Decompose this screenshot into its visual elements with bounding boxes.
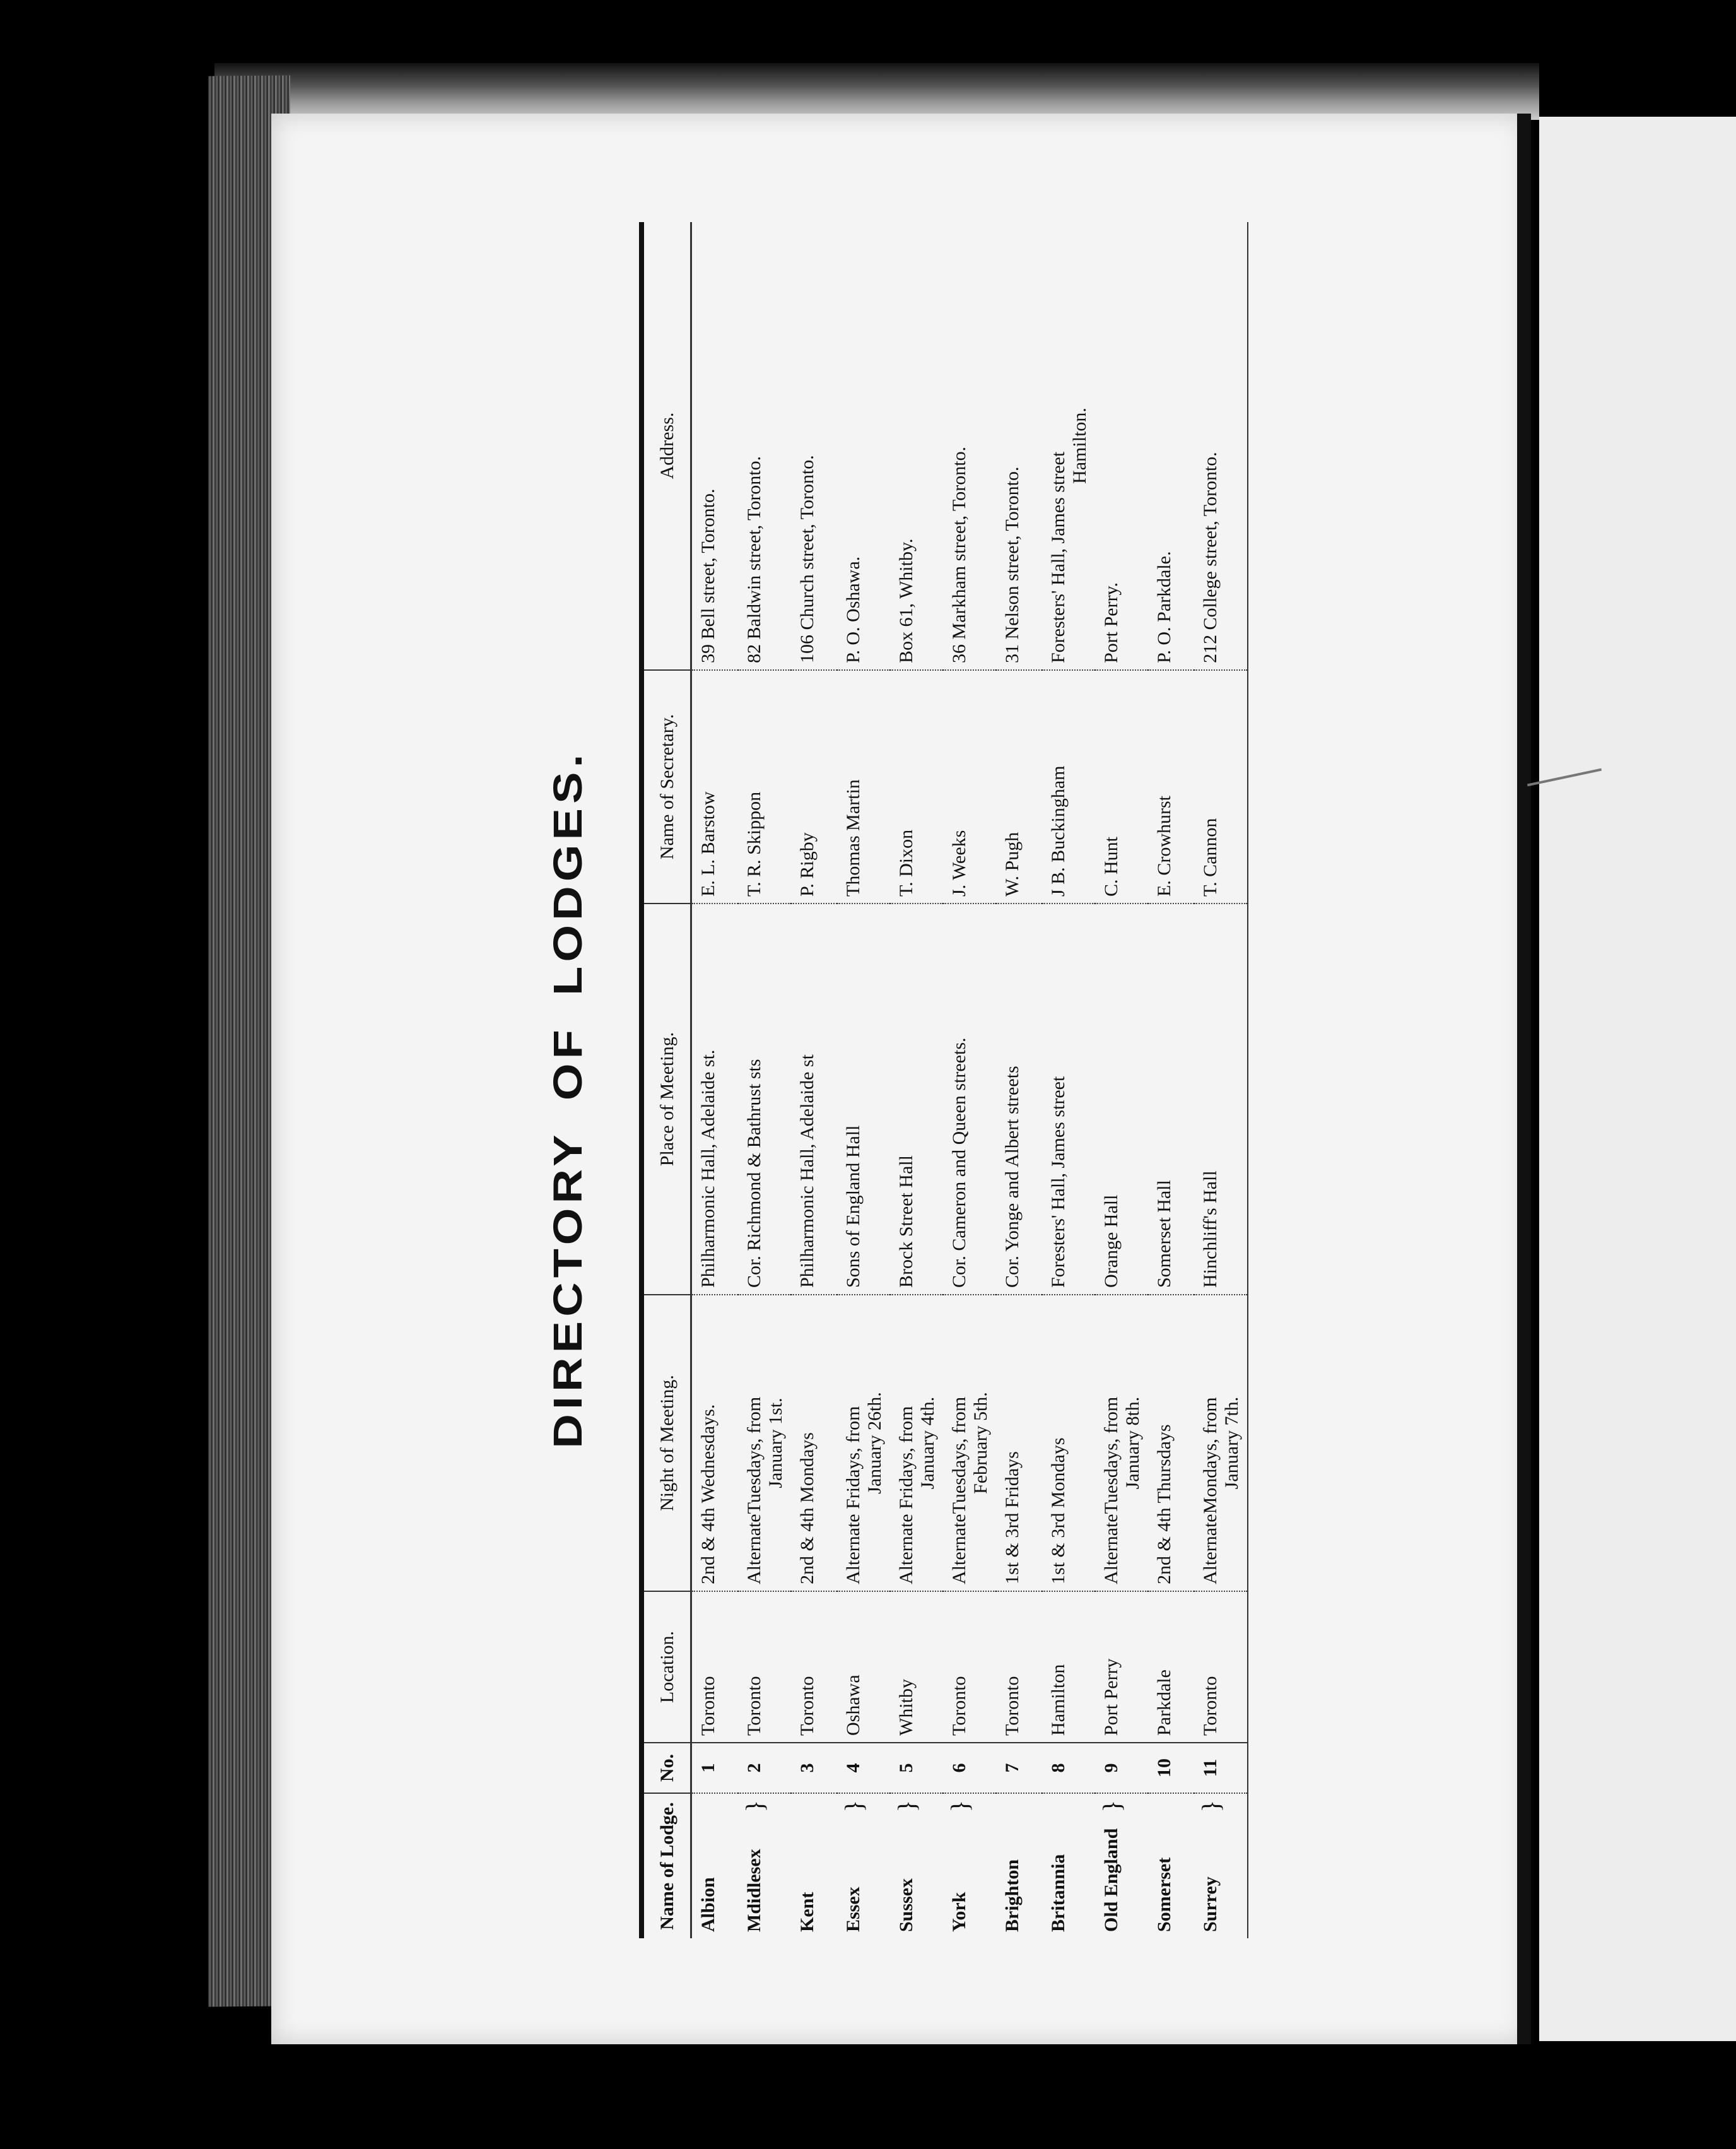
- lodge-number: 3: [791, 1743, 837, 1793]
- lodge-name: Old England: [1100, 1828, 1122, 1932]
- meeting-place: Orange Hall: [1095, 904, 1148, 1295]
- meeting-night: 1st & 3rd Fridays: [1001, 1451, 1023, 1584]
- meeting-night: 2nd & 4th Wednesdays.: [697, 1404, 718, 1584]
- meeting-night: Alternate Fridays, from: [895, 1406, 917, 1584]
- lodge-name: Somerset: [1153, 1857, 1175, 1932]
- table-row: [1194, 222, 1248, 1938]
- meeting-night-cell: [1148, 1295, 1194, 1591]
- lodge-number: 10: [1148, 1743, 1194, 1793]
- address-cell: [1194, 222, 1248, 670]
- meeting-night-start: January 1st.: [765, 1398, 786, 1488]
- lodge-location: Whitby: [890, 1591, 943, 1743]
- column-header-place: Place of Meeting.: [642, 904, 691, 1295]
- address-line: Foresters' Hall, James street: [1047, 451, 1069, 663]
- secretary-name: E. Crowhurst: [1148, 670, 1194, 904]
- table-row: [691, 222, 738, 1938]
- meeting-place: Philharmonic Hall, Adelaide st.: [691, 904, 738, 1295]
- meeting-night-cell: [791, 1295, 837, 1591]
- brace-mark: }: [892, 1800, 921, 1813]
- secretary-name: C. Hunt: [1095, 670, 1148, 904]
- lodge-location: Toronto: [1194, 1591, 1248, 1743]
- lodge-name-cell: [791, 1793, 837, 1938]
- address-line-2: Hamilton.: [1069, 408, 1090, 484]
- secretary-name: E. L. Barstow: [691, 670, 738, 904]
- table-row: [791, 222, 837, 1938]
- meeting-night: 1st & 3rd Mondays: [1047, 1437, 1069, 1584]
- book-top-edge: [214, 63, 1539, 120]
- column-header-address: Address.: [642, 222, 691, 670]
- meeting-night-start: February 5th.: [970, 1392, 991, 1494]
- brace-mark: }: [945, 1800, 974, 1813]
- meeting-night: 2nd & 4th Mondays: [796, 1432, 818, 1584]
- lodge-location: Toronto: [943, 1591, 996, 1743]
- meeting-night: AlternateTuesdays, from: [743, 1396, 765, 1584]
- meeting-place: Somerset Hall: [1148, 904, 1194, 1295]
- address-cell: [1095, 222, 1148, 670]
- meeting-place: Cor. Yonge and Albert streets: [996, 904, 1042, 1295]
- meeting-night: AlternateTuesdays, from: [1100, 1396, 1122, 1584]
- address-cell: [996, 222, 1042, 670]
- meeting-place: Sons of England Hall: [837, 904, 890, 1295]
- meeting-night: Alternate Fridays, from: [842, 1406, 864, 1584]
- secretary-name: Thomas Martin: [837, 670, 890, 904]
- meeting-place: Hinchliff's Hall: [1194, 904, 1248, 1295]
- meeting-night-cell: [943, 1295, 996, 1591]
- meeting-night-cell: [1042, 1295, 1095, 1591]
- secretary-name: T. R. Skippon: [738, 670, 791, 904]
- facing-page: [1539, 117, 1736, 2041]
- lodge-number: 11: [1194, 1743, 1248, 1793]
- secretary-name: J. Weeks: [943, 670, 996, 904]
- lodge-name-cell: [691, 1793, 738, 1938]
- lodge-name: Sussex: [895, 1878, 917, 1932]
- lodge-name: York: [948, 1892, 970, 1932]
- page-title: [544, 49, 591, 2149]
- meeting-night-start: January 7th.: [1221, 1396, 1242, 1490]
- address-cell: [890, 222, 943, 670]
- lodge-location: Toronto: [691, 1591, 738, 1743]
- column-header-night: Night of Meeting.: [642, 1295, 691, 1591]
- lodge-number: 9: [1095, 1743, 1148, 1793]
- table-row: [1148, 222, 1194, 1938]
- lodge-name: Surrey: [1199, 1876, 1221, 1932]
- meeting-night-cell: [1095, 1295, 1148, 1591]
- lodge-name-cell: [1042, 1793, 1095, 1938]
- lodge-directory-table: [639, 222, 1248, 1938]
- lodge-name: Britannia: [1047, 1854, 1069, 1932]
- secretary-name: P. Rigby: [791, 670, 837, 904]
- address-cell: [1148, 222, 1194, 670]
- column-header-location: Location.: [642, 1591, 691, 1743]
- lodge-name-cell: [943, 1793, 996, 1938]
- secretary-name: W. Pugh: [996, 670, 1042, 904]
- column-header-name: Name of Lodge.: [642, 1793, 691, 1938]
- address-cell: [1042, 222, 1095, 670]
- lodge-number: 7: [996, 1743, 1042, 1793]
- meeting-night-cell: [996, 1295, 1042, 1591]
- address-cell: [943, 222, 996, 670]
- lodge-location: Toronto: [791, 1591, 837, 1743]
- meeting-place: Foresters' Hall, James street: [1042, 904, 1095, 1295]
- brace-mark: }: [740, 1800, 769, 1813]
- lodge-number: 2: [738, 1743, 791, 1793]
- address-line: P. O. Parkdale.: [1153, 551, 1175, 663]
- brace-mark: }: [839, 1800, 868, 1813]
- title-word: DIRECTORY: [545, 1130, 590, 1449]
- address-line: 39 Bell street, Toronto.: [697, 488, 718, 663]
- secretary-name: T. Dixon: [890, 670, 943, 904]
- lodge-location: Hamilton: [1042, 1591, 1095, 1743]
- address-line: 82 Baldwin street, Toronto.: [743, 456, 765, 663]
- address-line: 212 College street, Toronto.: [1199, 452, 1221, 663]
- meeting-night-start: January 26th.: [864, 1392, 885, 1494]
- brace-mark: }: [1097, 1800, 1126, 1813]
- address-cell: [791, 222, 837, 670]
- meeting-night: 2nd & 4th Thursdays: [1153, 1424, 1175, 1584]
- lodge-number: 6: [943, 1743, 996, 1793]
- lodge-location: Oshawa: [837, 1591, 890, 1743]
- brace-mark: }: [1196, 1800, 1225, 1813]
- address-line: 106 Church street, Toronto.: [796, 455, 818, 663]
- lodge-name-cell: [1095, 1793, 1148, 1938]
- lodge-location: Toronto: [996, 1591, 1042, 1743]
- lodge-location: Toronto: [738, 1591, 791, 1743]
- title-word: OF: [545, 1025, 590, 1101]
- table-row: [943, 222, 996, 1938]
- book-gutter: [1517, 114, 1531, 2044]
- table-row: [1042, 222, 1095, 1938]
- table-row: [890, 222, 943, 1938]
- lodge-name-cell: [738, 1793, 791, 1938]
- meeting-night-cell: [691, 1295, 738, 1591]
- title-word: LODGES.: [545, 750, 590, 996]
- meeting-place: Brock Street Hall: [890, 904, 943, 1295]
- lodge-number: 5: [890, 1743, 943, 1793]
- meeting-place: Cor. Richmond & Bathrust sts: [738, 904, 791, 1295]
- lodge-number: 8: [1042, 1743, 1095, 1793]
- column-header-no: No.: [642, 1743, 691, 1793]
- meeting-place: Philharmonic Hall, Adelaide st: [791, 904, 837, 1295]
- lodge-location: Parkdale: [1148, 1591, 1194, 1743]
- meeting-night-start: January 4th.: [917, 1396, 938, 1490]
- lodge-number: 4: [837, 1743, 890, 1793]
- address-line: Port Perry.: [1100, 582, 1122, 663]
- meeting-night-cell: [890, 1295, 943, 1591]
- meeting-night-start: January 8th.: [1122, 1396, 1143, 1490]
- lodge-location: Port Perry: [1095, 1591, 1148, 1743]
- table-row: [1095, 222, 1148, 1938]
- table-row: [738, 222, 791, 1938]
- lodge-name: Mdidlesex: [743, 1849, 765, 1932]
- meeting-night-cell: [837, 1295, 890, 1591]
- lodge-name: Albion: [697, 1877, 718, 1932]
- lodge-name: Kent: [796, 1892, 818, 1932]
- address-cell: [738, 222, 791, 670]
- meeting-night: AlternateMondays, from: [1199, 1397, 1221, 1584]
- address-line: P. O. Oshawa.: [842, 556, 864, 663]
- lodge-name: Brighton: [1001, 1859, 1023, 1932]
- rotated-page-content: [507, 209, 1276, 1989]
- secretary-name: T. Cannon: [1194, 670, 1248, 904]
- lodge-name-cell: [1148, 1793, 1194, 1938]
- lodge-name-cell: [1194, 1793, 1248, 1938]
- address-cell: [691, 222, 738, 670]
- address-line: 36 Markham street, Toronto.: [948, 446, 970, 663]
- secretary-name: J B. Buckingham: [1042, 670, 1095, 904]
- table-row: [837, 222, 890, 1938]
- lodge-name-cell: [837, 1793, 890, 1938]
- address-line: Box 61, Whitby.: [895, 538, 917, 663]
- column-header-secretary: Name of Secretary.: [642, 670, 691, 904]
- lodge-name: Essex: [842, 1887, 864, 1932]
- lodge-name-cell: [996, 1793, 1042, 1938]
- meeting-night-cell: [1194, 1295, 1248, 1591]
- address-cell: [837, 222, 890, 670]
- table-row: [996, 222, 1042, 1938]
- lodge-name-cell: [890, 1793, 943, 1938]
- meeting-place: Cor. Cameron and Queen streets.: [943, 904, 996, 1295]
- lodge-number: 1: [691, 1743, 738, 1793]
- table-header-row: [642, 222, 691, 1938]
- meeting-night-cell: [738, 1295, 791, 1591]
- address-line: 31 Nelson street, Toronto.: [1001, 466, 1023, 663]
- meeting-night: AlternateTuesdays, from: [948, 1396, 970, 1584]
